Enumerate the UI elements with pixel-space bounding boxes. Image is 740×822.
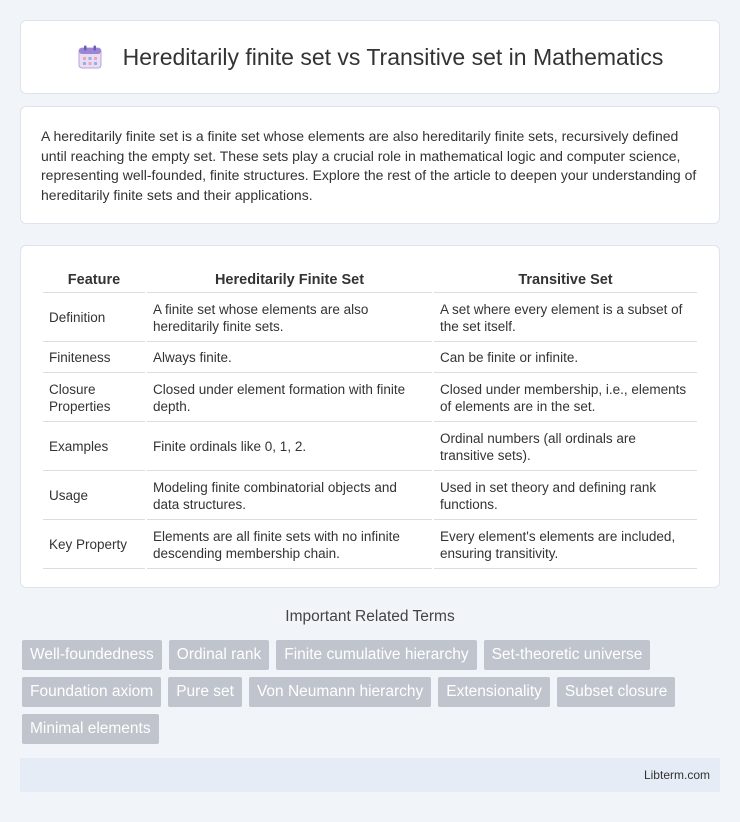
footer-brand-link[interactable]: Libterm.com (643, 768, 710, 782)
row-hf-value: Closed under element formation with finite depth. (147, 375, 432, 422)
related-term-tag[interactable]: Extensionality (438, 677, 550, 707)
row-transitive-value: A set where every element is a subset of the set itself. (434, 295, 697, 342)
header-feature: Feature (43, 268, 145, 293)
related-term-tag[interactable]: Set-theoretic universe (484, 640, 651, 670)
related-terms-list (22, 640, 722, 751)
row-transitive-value: Ordinal numbers (all ordinals are transitive sets). (434, 424, 697, 471)
header-transitive: Transitive Set (434, 268, 697, 293)
footer (20, 758, 720, 792)
row-transitive-value: Can be finite or infinite. (434, 344, 697, 373)
row-hf-value: Modeling finite combinatorial objects and data structures. (147, 473, 432, 520)
row-transitive-value: Every element's elements are included, ensuring transitivity. (434, 522, 697, 569)
related-term-tag[interactable]: Pure set (168, 677, 242, 707)
row-feature: Closure Properties (43, 375, 145, 422)
title-card (20, 20, 720, 94)
table-row (43, 375, 697, 422)
related-term-tag[interactable]: Well-foundedness (22, 640, 162, 670)
row-hf-value: Finite ordinals like 0, 1, 2. (147, 424, 432, 471)
table-row (43, 295, 697, 342)
related-term-tag[interactable]: Ordinal rank (169, 640, 269, 670)
related-term-tag[interactable]: Minimal elements (22, 714, 159, 744)
row-feature: Finiteness (43, 344, 145, 373)
header-hereditarily-finite: Hereditarily Finite Set (147, 268, 432, 293)
row-feature: Examples (43, 424, 145, 471)
table-header-row (43, 268, 697, 293)
row-feature: Usage (43, 473, 145, 520)
row-transitive-value: Closed under membership, i.e., elements of elements are in the set. (434, 375, 697, 422)
comparison-table (41, 266, 699, 571)
intro-card (20, 106, 720, 224)
page-title: Hereditarily finite set vs Transitive set in Mathematics (122, 43, 664, 70)
row-hf-value: Always finite. (147, 344, 432, 373)
table-row (43, 424, 697, 471)
related-term-tag[interactable]: Foundation axiom (22, 677, 161, 707)
calendar-grid-icon (77, 44, 103, 70)
related-term-tag[interactable]: Finite cumulative hierarchy (276, 640, 476, 670)
row-transitive-value: Used in set theory and defining rank functions. (434, 473, 697, 520)
table-row (43, 344, 697, 373)
table-row (43, 473, 697, 520)
row-hf-value: Elements are all finite sets with no infinite descending membership chain. (147, 522, 432, 569)
comparison-table-card (20, 245, 720, 588)
table-row (43, 522, 697, 569)
row-feature: Key Property (43, 522, 145, 569)
related-term-tag[interactable]: Subset closure (557, 677, 676, 707)
related-terms-title: Important Related Terms (285, 608, 455, 625)
related-term-tag[interactable]: Von Neumann hierarchy (249, 677, 431, 707)
row-hf-value: A finite set whose elements are also hereditarily finite sets. (147, 295, 432, 342)
intro-text: A hereditarily finite set is a finite set whose elements are also hereditarily finite sets, recursively defined until reaching the empty set. These sets play a crucial role in mathematical logic and computer science, representing well-founded, finite structures. Explore the rest of the article to deepen your understanding of hereditarily finite sets and their applications. (41, 128, 697, 203)
row-feature: Definition (43, 295, 145, 342)
